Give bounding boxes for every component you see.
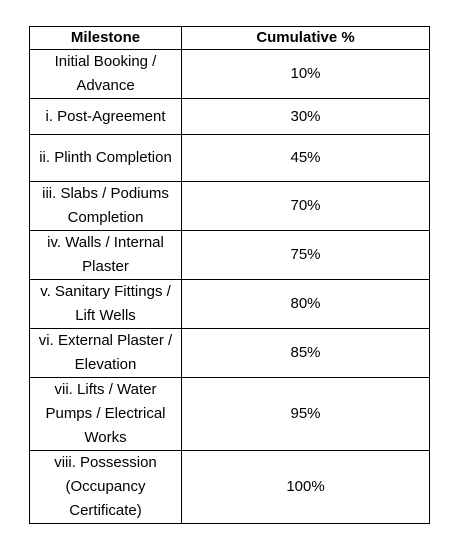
cumulative-cell: 85% (182, 329, 430, 378)
table-row (30, 182, 430, 231)
table-row (30, 231, 430, 280)
table-row (30, 280, 430, 329)
milestone-cell: vii. Lifts / Water Pumps / Electrical Works (30, 378, 182, 451)
table-row (30, 378, 430, 451)
table-body (30, 50, 430, 524)
milestone-cell: i. Post-Agreement (30, 99, 182, 135)
cumulative-cell: 30% (182, 99, 430, 135)
header-cumulative-percent: Cumulative % (182, 27, 430, 50)
milestone-cell: iv. Walls / Internal Plaster (30, 231, 182, 280)
milestone-cell: Initial Booking / Advance (30, 50, 182, 99)
cumulative-cell: 100% (182, 451, 430, 524)
milestone-cell: iii. Slabs / Podiums Completion (30, 182, 182, 231)
table-row (30, 99, 430, 135)
table-header (30, 27, 430, 50)
table-row (30, 135, 430, 182)
cumulative-cell: 80% (182, 280, 430, 329)
cumulative-cell: 95% (182, 378, 430, 451)
table-row (30, 451, 430, 524)
cumulative-cell: 45% (182, 135, 430, 182)
cumulative-cell: 75% (182, 231, 430, 280)
milestone-cell: ii. Plinth Completion (30, 135, 182, 182)
milestone-cell: v. Sanitary Fittings / Lift Wells (30, 280, 182, 329)
milestone-payment-table (29, 26, 430, 524)
milestone-cell: viii. Possession (Occupancy Certificate) (30, 451, 182, 524)
header-row (30, 27, 430, 50)
table-row (30, 329, 430, 378)
milestone-cell: vi. External Plaster / Elevation (30, 329, 182, 378)
header-milestone: Milestone (30, 27, 182, 50)
table-row (30, 50, 430, 99)
cumulative-cell: 70% (182, 182, 430, 231)
cumulative-cell: 10% (182, 50, 430, 99)
